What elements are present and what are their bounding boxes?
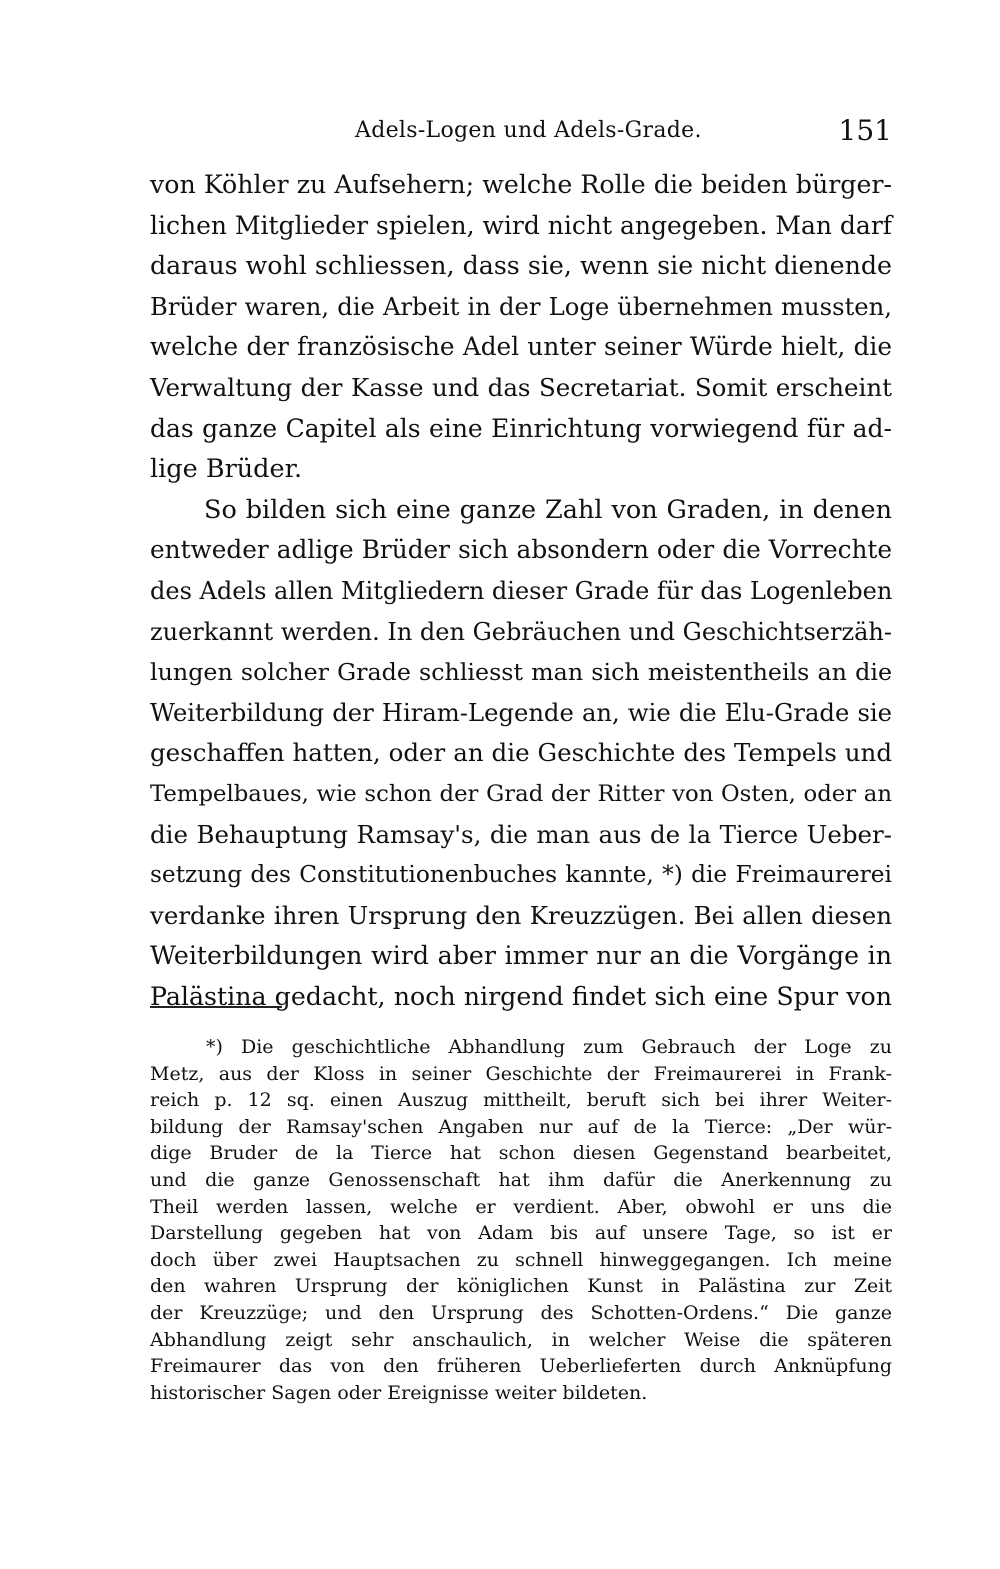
text-line: lungen solcher Grade schliesst man sich meistentheils an die xyxy=(150,658,892,687)
text-line: geschaffen hatten, oder an die Geschichte des Tempels und xyxy=(150,738,892,768)
text-line: lige Brüder. xyxy=(150,454,303,485)
text-line: zuerkannt werden. In den Gebräuchen und Geschichtserzäh- xyxy=(150,617,892,646)
footnote-line: reich p. 12 sq. einen Auszug mittheilt, beruft sich bei ihrer Weiter- xyxy=(150,1089,892,1112)
text-line: Tempelbaues, wie schon der Grad der Ritter von Osten, oder an xyxy=(150,780,892,807)
text-line: So bilden sich eine ganze Zahl von Graden, in denen xyxy=(204,494,892,525)
text-line: von Köhler zu Aufsehern; welche Rolle die beiden bürger- xyxy=(150,170,892,199)
footnote-line: bildung der Ramsay'schen Angaben nur auf de la Tierce: „Der wür- xyxy=(150,1115,892,1138)
page-header xyxy=(150,114,892,148)
text-line: setzung des Constitutionenbuches kannte, *) die Freimaurerei xyxy=(150,861,892,889)
text-line: daraus wohl schliessen, dass sie, wenn sie nicht dienende xyxy=(150,251,892,281)
footnote-line: *) Die geschichtliche Abhandlung zum Gebrauch der Loge zu xyxy=(206,1036,892,1058)
main-text xyxy=(150,165,892,1017)
text-line: des Adels allen Mitgliedern dieser Grade für das Logenleben xyxy=(150,576,893,605)
page-number: 151 xyxy=(838,114,892,147)
text-line: entweder adlige Brüder sich absondern oder die Vorrechte xyxy=(150,535,892,565)
text-line: das ganze Capitel als eine Einrichtung vorwiegend für ad- xyxy=(150,413,892,443)
text-line: Weiterbildung der Hiram-Legende an, wie die Elu-Grade sie xyxy=(150,697,892,727)
footnote-separator xyxy=(150,1006,282,1008)
text-line: Brüder waren, die Arbeit in der Loge übernehmen mussten, xyxy=(150,291,892,321)
text-line: lichen Mitglieder spielen, wird nicht angegeben. Man darf xyxy=(150,210,893,240)
text-line: welche der französische Adel unter seiner Würde hielt, die xyxy=(150,332,892,362)
footnote-line: doch über zwei Hauptsachen zu schnell hinweggegangen. Ich meine xyxy=(150,1248,892,1271)
footnote-line: Darstellung gegeben hat von Adam bis auf unsere Tage, so ist er xyxy=(150,1222,892,1245)
footnote-line: der Kreuzzüge; und den Ursprung des Schotten-Ordens.“ Die ganze xyxy=(150,1301,892,1324)
footnote-line: Theil werden lassen, welche er verdient. Aber, obwohl er uns die xyxy=(150,1195,892,1218)
text-line: Weiterbildungen wird aber immer nur an die Vorgänge in xyxy=(150,941,892,971)
footnote-line: Freimaurer das von den früheren Ueberlieferten durch Anknüpfung xyxy=(150,1355,892,1378)
text-line: Verwaltung der Kasse und das Secretariat. Somit erscheint xyxy=(150,372,892,402)
footnote xyxy=(150,1034,892,1406)
footnote-line: den wahren Ursprung der königlichen Kunst in Palästina zur Zeit xyxy=(150,1275,892,1298)
footnote-line: Metz, aus der Kloss in seiner Geschichte der Freimaurerei in Frank- xyxy=(150,1062,892,1085)
running-title: Adels-Logen und Adels-Grade. xyxy=(355,118,702,143)
footnote-line: und die ganze Genossenschaft hat ihm dafür die Anerkennung zu xyxy=(150,1168,892,1191)
footnote-line: Abhandlung zeigt sehr anschaulich, in welcher Weise die späteren xyxy=(150,1328,892,1351)
text-line: verdanke ihren Ursprung den Kreuzzügen. Bei allen diesen xyxy=(150,900,892,930)
footnote-line: dige Bruder de la Tierce hat schon diesen Gegenstand bearbeitet, xyxy=(150,1142,892,1165)
text-line: Palästina gedacht, noch nirgend findet sich eine Spur von xyxy=(150,981,892,1011)
footnote-line: historischer Sagen oder Ereignisse weiter bildeten. xyxy=(150,1381,648,1404)
text-line: die Behauptung Ramsay's, die man aus de la Tierce Ueber- xyxy=(150,819,892,849)
